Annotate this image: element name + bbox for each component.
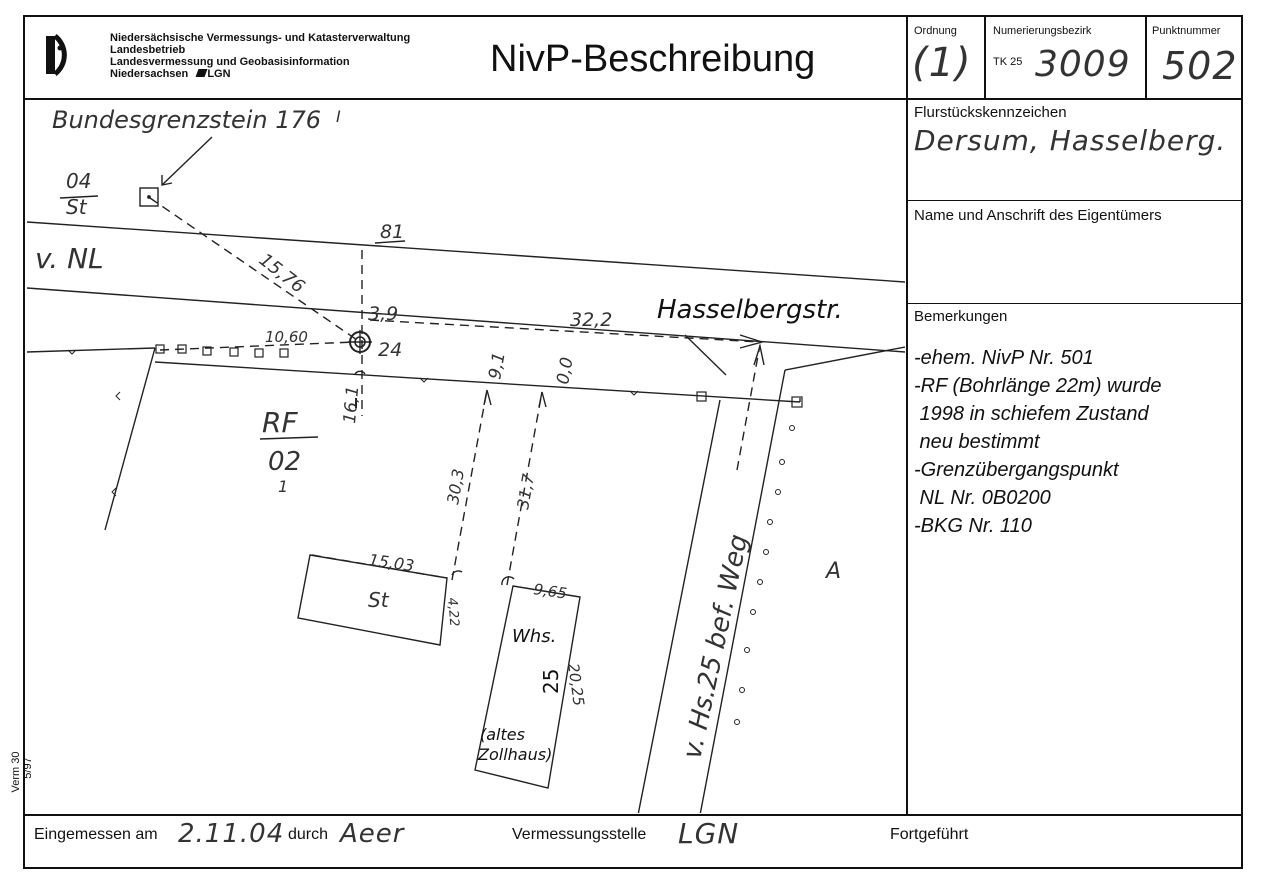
bezirk-value: 3009 [1035,44,1131,85]
stone-number-bottom: St [66,195,87,219]
dist-303: 30,3 [443,467,469,506]
remark-line: -Grenzübergangspunkt [914,459,1119,481]
flurstueck-value: Dersum, Hasselberg. [914,124,1227,157]
footer-divider [23,814,1243,816]
parcel-boundary-front [155,362,800,402]
page-title: NivP-Beschreibung [490,38,816,80]
sidebar-divider [906,15,908,815]
dist-317: 31,7 [513,472,539,511]
dist-91: 9,1 [485,350,510,381]
arrow-up-icon [539,392,546,407]
bemerkungen-label: Bemerkungen [914,308,1008,325]
bezirk-prefix: TK 25 [993,56,1023,68]
rf-sub: 1 [278,477,289,496]
bezirk-divider [1145,15,1147,99]
dist-161: 16,1 [340,384,364,425]
dist-2025: 20,25 [564,662,588,708]
flurstueck-label: Flurstückskennzeichen [914,104,1067,121]
vermessungsstelle-label: Vermessungsstelle [512,826,647,843]
dist-1060: 10,60 [265,328,308,346]
zollhaus-label: Zollhaus) [478,745,553,764]
dist-965: 9,65 [532,580,569,603]
arrow-up-icon [484,390,491,405]
road-edge-top [27,222,905,282]
org-line-1: Niedersächsische Vermessungs- und Katasterverwaltung [110,32,411,44]
leader-line [162,137,212,185]
whs-label: Whs. [512,626,557,647]
remarks-list [914,344,1162,540]
eigentuemer-label: Name und Anschrift des Eigentümers [914,207,1162,224]
remark-line: -BKG Nr. 110 [914,515,1032,537]
vermessungsstelle-value: LGN [678,817,740,850]
ordnung-label: Ordnung [914,25,957,37]
flurstueck-divider [906,200,1243,201]
org-abbrev: LGN [207,68,231,80]
dist-81: 81 [380,221,405,243]
dist-1576: 15,76 [254,249,309,298]
arrow-up-icon [754,346,764,365]
dist-39: 3,9 [368,303,399,325]
eigentuemer-divider [906,303,1243,304]
org-line-4: Niedersachsen LGN [110,68,231,80]
v-nl-label: v. NL [35,242,104,275]
ordnung-divider [984,15,986,99]
location-sketch [25,100,905,813]
point-number: 24 [378,339,403,361]
org-line-2: Landesbetrieb [110,44,186,56]
bezirk-label: Numerierungsbezirk [993,25,1092,37]
durch-signature: Aeer [340,819,405,849]
st-label: St [368,588,389,612]
dashed-line-stone [150,198,360,342]
bundesgrenzstein-sup: I [336,107,341,126]
eingemessen-label: Eingemessen am [34,826,158,843]
parcel-boundary-left [105,348,155,530]
stone-number-top: 04 [66,169,92,193]
lgn-mark-icon [196,69,208,77]
acker-label: A [826,559,842,584]
lgn-logo-icon [40,30,94,80]
remark-line: neu bestimmt [914,431,1040,453]
organisation-name [110,32,410,80]
bundesgrenzstein-label: Bundesgrenzstein 176 [52,106,322,134]
form-date-label: 5/97 [22,757,34,779]
punkt-label: Punktnummer [1152,25,1221,37]
dist-00: 0,0 [553,355,578,386]
punkt-value: 502 [1162,44,1238,88]
street-label: Hasselbergstr. [657,295,843,325]
rf-number: 02 [268,447,302,477]
org-line-3: Landesvermessung und Geobasisinformation [110,56,350,68]
altes-label: (altes [480,725,525,744]
house-number: 25 [539,668,563,694]
remark-line: -RF (Bohrlänge 22m) wurde [914,375,1162,397]
remark-line: NL Nr. 0B0200 [914,487,1051,509]
rf-label: RF [262,406,298,439]
eingemessen-date: 2.11.04 [178,819,285,849]
dist-422: 4,22 [444,597,462,628]
form-code-label: Verm 30 [10,751,22,793]
weg-label: v. Hs.25 bef. Weg [677,531,755,762]
ordnung-value: (1) [912,40,972,86]
durch-label: durch [288,826,329,843]
remark-line: 1998 in schiefem Zustand [914,403,1149,425]
remark-line: -ehem. NivP Nr. 501 [914,347,1094,369]
fortgefuehrt-label: Fortgeführt [890,826,969,843]
dist-1503: 15,03 [367,550,416,576]
dist-322: 32,2 [570,309,613,331]
